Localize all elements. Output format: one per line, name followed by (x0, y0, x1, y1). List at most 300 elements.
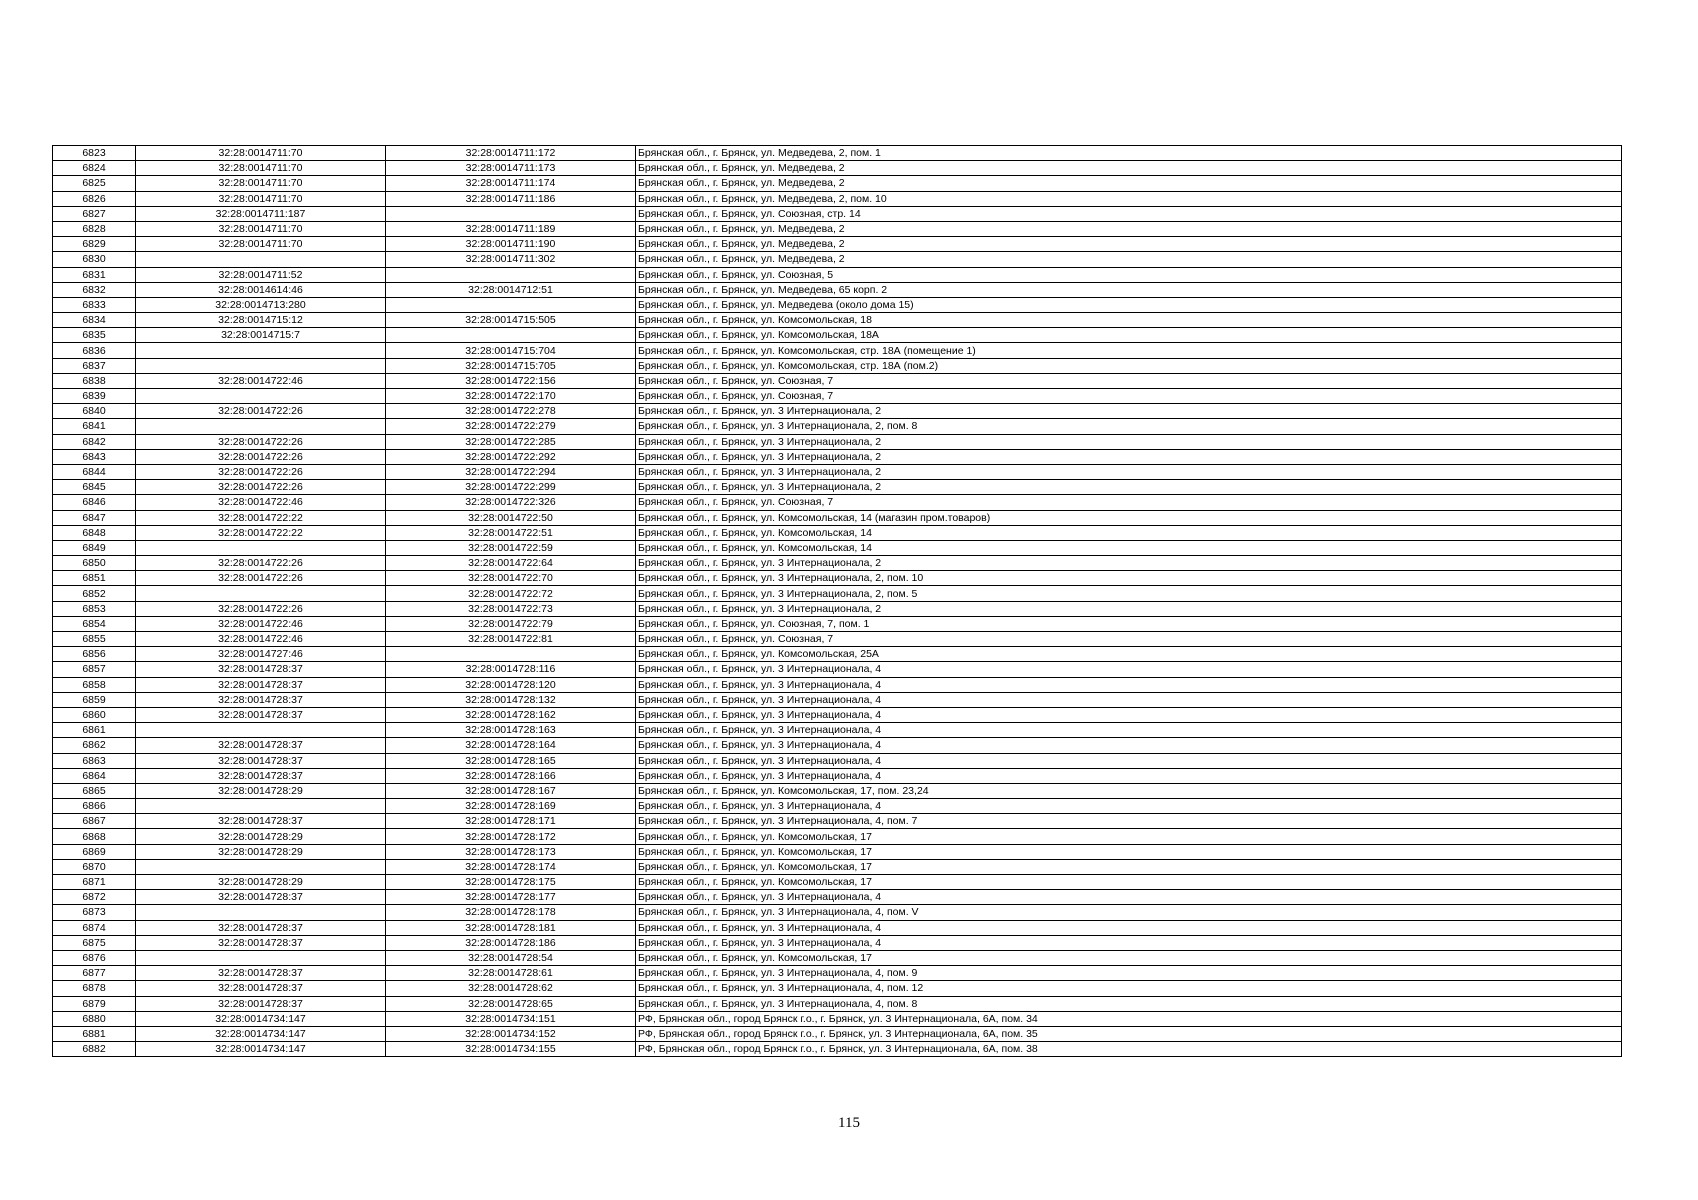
row-number-cell: 6876 (53, 950, 136, 965)
address-cell: Брянская обл., г. Брянск, ул. 3 Интернационала, 4 (636, 677, 1622, 692)
row-number-cell: 6827 (53, 206, 136, 221)
address-cell: Брянская обл., г. Брянск, ул. Союзная, стр. 14 (636, 206, 1622, 221)
row-number-cell: 6878 (53, 981, 136, 996)
parent-cadastral-cell: 32:28:0014711:70 (136, 221, 386, 236)
row-number-cell: 6824 (53, 161, 136, 176)
parent-cadastral-cell: 32:28:0014728:29 (136, 829, 386, 844)
parent-cadastral-cell: 32:28:0014728:37 (136, 920, 386, 935)
parent-cadastral-cell: 32:28:0014711:70 (136, 176, 386, 191)
cadastral-number-cell: 32:28:0014722:72 (386, 586, 636, 601)
parent-cadastral-cell: 32:28:0014728:37 (136, 814, 386, 829)
table-row (53, 814, 1622, 829)
table-row (53, 647, 1622, 662)
cadastral-number-cell (386, 297, 636, 312)
table-row (53, 738, 1622, 753)
table-row (53, 601, 1622, 616)
row-number-cell: 6849 (53, 540, 136, 555)
row-number-cell: 6844 (53, 464, 136, 479)
table-row (53, 981, 1622, 996)
cadastral-number-cell: 32:28:0014722:50 (386, 510, 636, 525)
row-number-cell: 6861 (53, 723, 136, 738)
cadastral-number-cell: 32:28:0014711:186 (386, 191, 636, 206)
address-cell: РФ, Брянская обл., город Брянск г.о., г. Брянск, ул. 3 Интернационала, 6А, пом. 35 (636, 1026, 1622, 1041)
row-number-cell: 6873 (53, 905, 136, 920)
table-row (53, 373, 1622, 388)
table-row (53, 161, 1622, 176)
cadastral-number-cell: 32:28:0014728:178 (386, 905, 636, 920)
parent-cadastral-cell: 32:28:0014728:37 (136, 890, 386, 905)
parent-cadastral-cell: 32:28:0014722:26 (136, 480, 386, 495)
parent-cadastral-cell: 32:28:0014728:37 (136, 981, 386, 996)
table-row (53, 996, 1622, 1011)
table-row (53, 966, 1622, 981)
address-cell: Брянская обл., г. Брянск, ул. 3 Интернационала, 4 (636, 662, 1622, 677)
address-cell: Брянская обл., г. Брянск, ул. 3 Интернационала, 4, пом. 8 (636, 996, 1622, 1011)
row-number-cell: 6845 (53, 480, 136, 495)
table-row (53, 662, 1622, 677)
table-row (53, 1042, 1622, 1057)
row-number-cell: 6871 (53, 875, 136, 890)
row-number-cell: 6847 (53, 510, 136, 525)
row-number-cell: 6869 (53, 844, 136, 859)
row-number-cell: 6826 (53, 191, 136, 206)
address-cell: Брянская обл., г. Брянск, ул. 3 Интернационала, 2 (636, 449, 1622, 464)
address-cell: РФ, Брянская обл., город Брянск г.о., г. Брянск, ул. 3 Интернационала, 6А, пом. 34 (636, 1011, 1622, 1026)
table-row (53, 632, 1622, 647)
row-number-cell: 6881 (53, 1026, 136, 1041)
cadastral-number-cell (386, 267, 636, 282)
cadastral-number-cell: 32:28:0014715:704 (386, 343, 636, 358)
address-cell: Брянская обл., г. Брянск, ул. Союзная, 7 (636, 632, 1622, 647)
row-number-cell: 6865 (53, 783, 136, 798)
row-number-cell: 6853 (53, 601, 136, 616)
parent-cadastral-cell (136, 723, 386, 738)
parent-cadastral-cell (136, 358, 386, 373)
parent-cadastral-cell: 32:28:0014722:26 (136, 434, 386, 449)
address-cell: Брянская обл., г. Брянск, ул. Комсомольская, 17 (636, 875, 1622, 890)
address-cell: Брянская обл., г. Брянск, ул. Союзная, 7 (636, 495, 1622, 510)
parent-cadastral-cell: 32:28:0014728:37 (136, 662, 386, 677)
row-number-cell: 6838 (53, 373, 136, 388)
table-row (53, 510, 1622, 525)
cadastral-number-cell (386, 206, 636, 221)
row-number-cell: 6855 (53, 632, 136, 647)
cadastral-number-cell: 32:28:0014711:302 (386, 252, 636, 267)
row-number-cell: 6842 (53, 434, 136, 449)
address-cell: Брянская обл., г. Брянск, ул. Медведева, 2 (636, 237, 1622, 252)
row-number-cell: 6835 (53, 328, 136, 343)
address-cell: Брянская обл., г. Брянск, ул. 3 Интернационала, 4, пом. 9 (636, 966, 1622, 981)
row-number-cell: 6870 (53, 859, 136, 874)
parent-cadastral-cell: 32:28:0014711:70 (136, 146, 386, 161)
table-row (53, 677, 1622, 692)
row-number-cell: 6831 (53, 267, 136, 282)
row-number-cell: 6836 (53, 343, 136, 358)
cadastral-number-cell (386, 328, 636, 343)
row-number-cell: 6833 (53, 297, 136, 312)
cadastral-number-cell: 32:28:0014722:279 (386, 419, 636, 434)
table-row (53, 556, 1622, 571)
cadastral-number-cell: 32:28:0014722:278 (386, 404, 636, 419)
table-row (53, 935, 1622, 950)
address-cell: Брянская обл., г. Брянск, ул. Медведева, 2 (636, 252, 1622, 267)
table-row (53, 419, 1622, 434)
row-number-cell: 6825 (53, 176, 136, 191)
table-row (53, 480, 1622, 495)
address-cell: Брянская обл., г. Брянск, ул. 3 Интернационала, 2 (636, 464, 1622, 479)
table-row (53, 586, 1622, 601)
cadastral-number-cell: 32:28:0014728:54 (386, 950, 636, 965)
row-number-cell: 6823 (53, 146, 136, 161)
address-cell: Брянская обл., г. Брянск, ул. Медведева, 2 (636, 161, 1622, 176)
address-cell: Брянская обл., г. Брянск, ул. Медведева, 2 (636, 221, 1622, 236)
cadastral-number-cell: 32:28:0014734:152 (386, 1026, 636, 1041)
cadastral-number-cell: 32:28:0014722:299 (386, 480, 636, 495)
address-cell: Брянская обл., г. Брянск, ул. Комсомольская, 17, пом. 23,24 (636, 783, 1622, 798)
address-cell: Брянская обл., г. Брянск, ул. Комсомольская, стр. 18А (помещение 1) (636, 343, 1622, 358)
row-number-cell: 6843 (53, 449, 136, 464)
address-cell: Брянская обл., г. Брянск, ул. 3 Интернационала, 4 (636, 738, 1622, 753)
parent-cadastral-cell (136, 859, 386, 874)
address-cell: Брянская обл., г. Брянск, ул. 3 Интернационала, 4 (636, 707, 1622, 722)
parent-cadastral-cell: 32:28:0014711:52 (136, 267, 386, 282)
parent-cadastral-cell (136, 540, 386, 555)
cadastral-number-cell: 32:28:0014715:705 (386, 358, 636, 373)
table-row (53, 282, 1622, 297)
parent-cadastral-cell: 32:28:0014614:46 (136, 282, 386, 297)
row-number-cell: 6879 (53, 996, 136, 1011)
parent-cadastral-cell: 32:28:0014711:70 (136, 237, 386, 252)
parent-cadastral-cell (136, 950, 386, 965)
cadastral-number-cell: 32:28:0014722:59 (386, 540, 636, 555)
row-number-cell: 6839 (53, 389, 136, 404)
parent-cadastral-cell: 32:28:0014728:37 (136, 935, 386, 950)
row-number-cell: 6875 (53, 935, 136, 950)
table-row (53, 495, 1622, 510)
cadastral-number-cell: 32:28:0014728:169 (386, 799, 636, 814)
cadastral-number-cell: 32:28:0014728:116 (386, 662, 636, 677)
address-cell: Брянская обл., г. Брянск, ул. 3 Интернационала, 2 (636, 601, 1622, 616)
address-cell: Брянская обл., г. Брянск, ул. Союзная, 7, пом. 1 (636, 616, 1622, 631)
row-number-cell: 6862 (53, 738, 136, 753)
row-number-cell: 6832 (53, 282, 136, 297)
address-cell: Брянская обл., г. Брянск, ул. Комсомольская, 25А (636, 647, 1622, 662)
address-cell: Брянская обл., г. Брянск, ул. 3 Интернационала, 4 (636, 890, 1622, 905)
parent-cadastral-cell: 32:28:0014711:70 (136, 161, 386, 176)
cadastral-number-cell: 32:28:0014711:172 (386, 146, 636, 161)
parent-cadastral-cell: 32:28:0014722:22 (136, 525, 386, 540)
table-row (53, 723, 1622, 738)
table-row (53, 313, 1622, 328)
cadastral-number-cell: 32:28:0014728:167 (386, 783, 636, 798)
table-row (53, 875, 1622, 890)
address-cell: Брянская обл., г. Брянск, ул. Комсомольская, 17 (636, 950, 1622, 965)
row-number-cell: 6867 (53, 814, 136, 829)
cadastral-number-cell: 32:28:0014722:70 (386, 571, 636, 586)
parent-cadastral-cell: 32:28:0014728:37 (136, 996, 386, 1011)
address-cell: Брянская обл., г. Брянск, ул. Союзная, 5 (636, 267, 1622, 282)
parent-cadastral-cell (136, 905, 386, 920)
address-cell: Брянская обл., г. Брянск, ул. Комсомольская, 17 (636, 829, 1622, 844)
address-cell: Брянская обл., г. Брянск, ул. 3 Интернационала, 2 (636, 434, 1622, 449)
table-row (53, 252, 1622, 267)
cadastral-number-cell: 32:28:0014711:190 (386, 237, 636, 252)
table-row (53, 707, 1622, 722)
cadastral-number-cell: 32:28:0014722:64 (386, 556, 636, 571)
row-number-cell: 6846 (53, 495, 136, 510)
address-cell: Брянская обл., г. Брянск, ул. 3 Интернационала, 4, пом. 7 (636, 814, 1622, 829)
parent-cadastral-cell: 32:28:0014734:147 (136, 1011, 386, 1026)
parent-cadastral-cell (136, 586, 386, 601)
address-cell: Брянская обл., г. Брянск, ул. Медведева, 2 (636, 176, 1622, 191)
address-cell: Брянская обл., г. Брянск, ул. Комсомольская, 14 (636, 540, 1622, 555)
parent-cadastral-cell: 32:28:0014711:70 (136, 191, 386, 206)
parent-cadastral-cell: 32:28:0014722:22 (136, 510, 386, 525)
table-row (53, 343, 1622, 358)
row-number-cell: 6864 (53, 768, 136, 783)
parent-cadastral-cell: 32:28:0014728:29 (136, 783, 386, 798)
parent-cadastral-cell: 32:28:0014715:7 (136, 328, 386, 343)
cadastral-number-cell: 32:28:0014728:132 (386, 692, 636, 707)
parent-cadastral-cell (136, 799, 386, 814)
page-number: 115 (838, 1115, 860, 1131)
cadastral-number-cell: 32:28:0014722:285 (386, 434, 636, 449)
cadastral-number-cell: 32:28:0014722:81 (386, 632, 636, 647)
table-row (53, 753, 1622, 768)
parent-cadastral-cell: 32:28:0014715:12 (136, 313, 386, 328)
address-cell: Брянская обл., г. Брянск, ул. Комсомольская, 14 (магазин пром.товаров) (636, 510, 1622, 525)
table-row (53, 571, 1622, 586)
cadastral-number-cell: 32:28:0014734:151 (386, 1011, 636, 1026)
address-cell: Брянская обл., г. Брянск, ул. Медведева, 2, пом. 10 (636, 191, 1622, 206)
table-row (53, 237, 1622, 252)
row-number-cell: 6850 (53, 556, 136, 571)
parent-cadastral-cell: 32:28:0014713:280 (136, 297, 386, 312)
row-number-cell: 6828 (53, 221, 136, 236)
row-number-cell: 6841 (53, 419, 136, 434)
cadastral-number-cell: 32:28:0014722:294 (386, 464, 636, 479)
parent-cadastral-cell: 32:28:0014734:147 (136, 1042, 386, 1057)
address-cell: Брянская обл., г. Брянск, ул. 3 Интернационала, 2 (636, 480, 1622, 495)
parent-cadastral-cell: 32:28:0014728:37 (136, 738, 386, 753)
row-number-cell: 6852 (53, 586, 136, 601)
address-cell: Брянская обл., г. Брянск, ул. 3 Интернационала, 4 (636, 799, 1622, 814)
row-number-cell: 6848 (53, 525, 136, 540)
table-row (53, 950, 1622, 965)
parent-cadastral-cell: 32:28:0014722:26 (136, 449, 386, 464)
table-row (53, 176, 1622, 191)
parent-cadastral-cell: 32:28:0014722:26 (136, 601, 386, 616)
cadastral-number-cell: 32:28:0014728:120 (386, 677, 636, 692)
table-row (53, 829, 1622, 844)
cadastral-number-cell: 32:28:0014728:163 (386, 723, 636, 738)
row-number-cell: 6856 (53, 647, 136, 662)
address-cell: РФ, Брянская обл., город Брянск г.о., г. Брянск, ул. 3 Интернационала, 6А, пом. 38 (636, 1042, 1622, 1057)
cadastral-number-cell: 32:28:0014728:166 (386, 768, 636, 783)
table-row (53, 464, 1622, 479)
cadastral-number-cell: 32:28:0014728:62 (386, 981, 636, 996)
table-row (53, 844, 1622, 859)
parent-cadastral-cell: 32:28:0014722:46 (136, 495, 386, 510)
address-cell: Брянская обл., г. Брянск, ул. 3 Интернационала, 4 (636, 753, 1622, 768)
cadastral-number-cell: 32:28:0014722:170 (386, 389, 636, 404)
cadastral-number-cell: 32:28:0014712:51 (386, 282, 636, 297)
row-number-cell: 6860 (53, 707, 136, 722)
address-cell: Брянская обл., г. Брянск, ул. Комсомольская, 17 (636, 844, 1622, 859)
table-row (53, 389, 1622, 404)
address-cell: Брянская обл., г. Брянск, ул. 3 Интернационала, 2 (636, 404, 1622, 419)
address-cell: Брянская обл., г. Брянск, ул. Союзная, 7 (636, 389, 1622, 404)
address-cell: Брянская обл., г. Брянск, ул. 3 Интернационала, 2, пом. 5 (636, 586, 1622, 601)
cadastral-number-cell: 32:28:0014734:155 (386, 1042, 636, 1057)
address-cell: Брянская обл., г. Брянск, ул. 3 Интернационала, 2 (636, 556, 1622, 571)
row-number-cell: 6877 (53, 966, 136, 981)
table-row (53, 1026, 1622, 1041)
cadastral-number-cell: 32:28:0014728:174 (386, 859, 636, 874)
row-number-cell: 6882 (53, 1042, 136, 1057)
row-number-cell: 6840 (53, 404, 136, 419)
table-row (53, 191, 1622, 206)
cadastral-number-cell: 32:28:0014728:162 (386, 707, 636, 722)
row-number-cell: 6854 (53, 616, 136, 631)
cadastral-number-cell: 32:28:0014715:505 (386, 313, 636, 328)
address-cell: Брянская обл., г. Брянск, ул. Комсомольская, 17 (636, 859, 1622, 874)
parent-cadastral-cell: 32:28:0014722:26 (136, 556, 386, 571)
cadastral-number-cell: 32:28:0014722:73 (386, 601, 636, 616)
address-cell: Брянская обл., г. Брянск, ул. Комсомольская, 14 (636, 525, 1622, 540)
table-row (53, 905, 1622, 920)
parent-cadastral-cell: 32:28:0014728:37 (136, 768, 386, 783)
table-row (53, 859, 1622, 874)
cadastral-number-cell: 32:28:0014728:165 (386, 753, 636, 768)
parent-cadastral-cell: 32:28:0014728:29 (136, 875, 386, 890)
table-row (53, 404, 1622, 419)
address-cell: Брянская обл., г. Брянск, ул. Комсомольская, 18А (636, 328, 1622, 343)
parent-cadastral-cell: 32:28:0014728:37 (136, 692, 386, 707)
parent-cadastral-cell (136, 343, 386, 358)
parent-cadastral-cell: 32:28:0014722:46 (136, 632, 386, 647)
table-row (53, 206, 1622, 221)
parent-cadastral-cell: 32:28:0014728:37 (136, 753, 386, 768)
row-number-cell: 6859 (53, 692, 136, 707)
table-row (53, 449, 1622, 464)
row-number-cell: 6874 (53, 920, 136, 935)
parent-cadastral-cell (136, 389, 386, 404)
table-row (53, 768, 1622, 783)
table-row (53, 221, 1622, 236)
cadastral-number-cell (386, 647, 636, 662)
row-number-cell: 6829 (53, 237, 136, 252)
parent-cadastral-cell: 32:28:0014722:46 (136, 616, 386, 631)
table-row (53, 297, 1622, 312)
row-number-cell: 6872 (53, 890, 136, 905)
table-row (53, 890, 1622, 905)
row-number-cell: 6851 (53, 571, 136, 586)
cadastral-number-cell: 32:28:0014722:292 (386, 449, 636, 464)
cadastral-number-cell: 32:28:0014722:156 (386, 373, 636, 388)
row-number-cell: 6858 (53, 677, 136, 692)
cadastral-number-cell: 32:28:0014728:171 (386, 814, 636, 829)
row-number-cell: 6863 (53, 753, 136, 768)
row-number-cell: 6837 (53, 358, 136, 373)
address-cell: Брянская обл., г. Брянск, ул. Комсомольская, 18 (636, 313, 1622, 328)
address-cell: Брянская обл., г. Брянск, ул. 3 Интернационала, 4, пом. V (636, 905, 1622, 920)
cadastral-number-cell: 32:28:0014728:175 (386, 875, 636, 890)
table-row (53, 525, 1622, 540)
parent-cadastral-cell: 32:28:0014728:37 (136, 677, 386, 692)
row-number-cell: 6830 (53, 252, 136, 267)
cadastral-number-cell: 32:28:0014711:189 (386, 221, 636, 236)
address-cell: Брянская обл., г. Брянск, ул. Союзная, 7 (636, 373, 1622, 388)
address-cell: Брянская обл., г. Брянск, ул. Медведева (около дома 15) (636, 297, 1622, 312)
row-number-cell: 6868 (53, 829, 136, 844)
table-row (53, 799, 1622, 814)
table-row (53, 267, 1622, 282)
cadastral-number-cell: 32:28:0014722:326 (386, 495, 636, 510)
address-cell: Брянская обл., г. Брянск, ул. 3 Интернационала, 4, пом. 12 (636, 981, 1622, 996)
cadastral-number-cell: 32:28:0014722:79 (386, 616, 636, 631)
parent-cadastral-cell (136, 419, 386, 434)
row-number-cell: 6866 (53, 799, 136, 814)
cadastral-number-cell: 32:28:0014728:173 (386, 844, 636, 859)
parent-cadastral-cell: 32:28:0014711:187 (136, 206, 386, 221)
cadastral-number-cell: 32:28:0014728:164 (386, 738, 636, 753)
table-row (53, 616, 1622, 631)
row-number-cell: 6857 (53, 662, 136, 677)
parent-cadastral-cell: 32:28:0014722:26 (136, 464, 386, 479)
address-cell: Брянская обл., г. Брянск, ул. 3 Интернационала, 4 (636, 692, 1622, 707)
parent-cadastral-cell: 32:28:0014728:37 (136, 707, 386, 722)
parent-cadastral-cell: 32:28:0014728:37 (136, 966, 386, 981)
address-cell: Брянская обл., г. Брянск, ул. Медведева, 2, пом. 1 (636, 146, 1622, 161)
parent-cadastral-cell: 32:28:0014722:26 (136, 571, 386, 586)
cadastral-number-cell: 32:28:0014728:172 (386, 829, 636, 844)
table-row (53, 358, 1622, 373)
parent-cadastral-cell: 32:28:0014727:46 (136, 647, 386, 662)
address-cell: Брянская обл., г. Брянск, ул. 3 Интернационала, 4 (636, 935, 1622, 950)
table-row (53, 328, 1622, 343)
cadastral-number-cell: 32:28:0014728:61 (386, 966, 636, 981)
address-cell: Брянская обл., г. Брянск, ул. 3 Интернационала, 2, пом. 8 (636, 419, 1622, 434)
parent-cadastral-cell: 32:28:0014722:26 (136, 404, 386, 419)
registry-table-body (53, 146, 1622, 1057)
cadastral-number-cell: 32:28:0014728:181 (386, 920, 636, 935)
table-row (53, 146, 1622, 161)
cadastral-number-cell: 32:28:0014711:174 (386, 176, 636, 191)
parent-cadastral-cell: 32:28:0014722:46 (136, 373, 386, 388)
cadastral-number-cell: 32:28:0014728:65 (386, 996, 636, 1011)
row-number-cell: 6834 (53, 313, 136, 328)
table-row (53, 1011, 1622, 1026)
cadastral-number-cell: 32:28:0014728:177 (386, 890, 636, 905)
address-cell: Брянская обл., г. Брянск, ул. 3 Интернационала, 4 (636, 768, 1622, 783)
address-cell: Брянская обл., г. Брянск, ул. Медведева, 65 корп. 2 (636, 282, 1622, 297)
table-row (53, 920, 1622, 935)
table-row (53, 692, 1622, 707)
cadastral-number-cell: 32:28:0014722:51 (386, 525, 636, 540)
row-number-cell: 6880 (53, 1011, 136, 1026)
parent-cadastral-cell (136, 252, 386, 267)
address-cell: Брянская обл., г. Брянск, ул. Комсомольская, стр. 18А (пом.2) (636, 358, 1622, 373)
table-row (53, 783, 1622, 798)
address-cell: Брянская обл., г. Брянск, ул. 3 Интернационала, 4 (636, 723, 1622, 738)
table-row (53, 434, 1622, 449)
address-cell: Брянская обл., г. Брянск, ул. 3 Интернационала, 2, пом. 10 (636, 571, 1622, 586)
cadastral-number-cell: 32:28:0014728:186 (386, 935, 636, 950)
table-row (53, 540, 1622, 555)
parent-cadastral-cell: 32:28:0014734:147 (136, 1026, 386, 1041)
address-cell: Брянская обл., г. Брянск, ул. 3 Интернационала, 4 (636, 920, 1622, 935)
